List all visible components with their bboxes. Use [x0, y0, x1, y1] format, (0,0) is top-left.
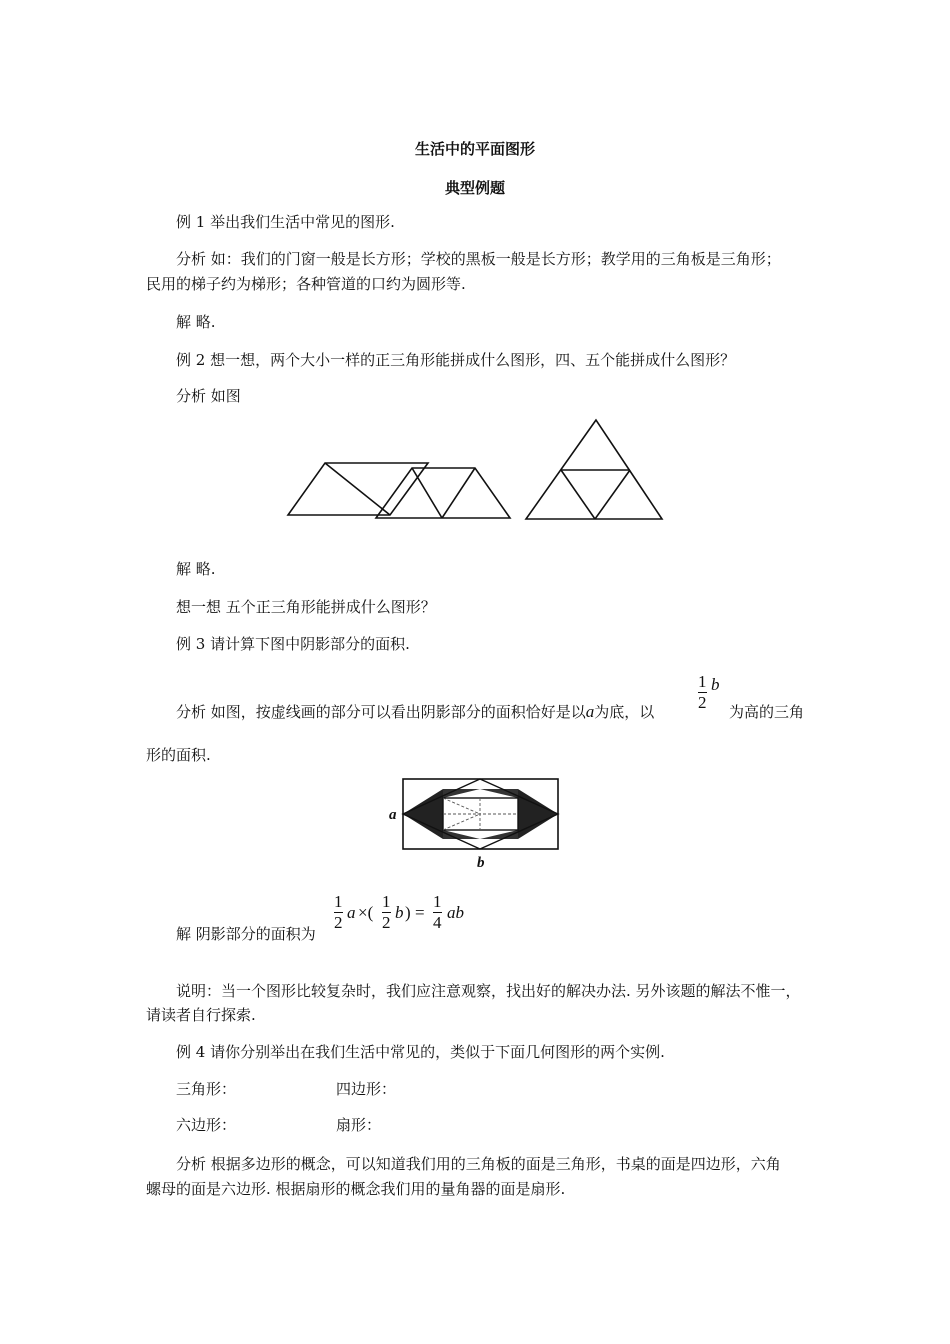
equation-close: )	[405, 903, 411, 922]
example-3-note-line2: 请读者自行探索.	[146, 1006, 256, 1024]
fraction-numerator: 1	[433, 892, 442, 911]
equation-var-a: a	[347, 903, 356, 922]
fraction-denominator: 2	[382, 913, 391, 932]
variable-a: a	[585, 702, 595, 721]
shaded-region-left	[403, 789, 443, 839]
fraction-half-1	[334, 893, 343, 932]
fraction-half-2	[382, 893, 391, 932]
example-2-question: 例 2 想一想，两个大小一样的正三角形能拼成什么图形，四、五个能拼成什么图形？	[176, 351, 736, 369]
label-triangle: 三角形：	[176, 1080, 237, 1098]
label-b: b	[477, 855, 485, 871]
rhombus-diagonal	[325, 463, 390, 515]
label-quadrilateral: 四边形：	[336, 1080, 397, 1098]
fraction-denominator: 2	[334, 913, 343, 932]
fraction-denominator: 4	[433, 913, 442, 932]
example-4-question: 例 4 请你分别举出在我们生活中常见的，类似于下面几何图形的两个实例.	[176, 1043, 665, 1061]
example-2-solution: 解 略.	[176, 560, 216, 578]
example-3-solution-prefix: 解 阴影部分的面积为	[176, 925, 316, 943]
trapezoid-tile	[376, 468, 510, 518]
example-3-analysis-part3: 为高的三角	[729, 703, 805, 721]
trapezoid-inner-line	[412, 468, 442, 518]
fraction-numerator: 1	[698, 672, 707, 691]
example-4-analysis-line2: 螺母的面是六边形. 根据扇形的概念我们用的量角器的面是扇形.	[146, 1180, 566, 1198]
equation-times-open: ×(	[358, 903, 374, 922]
example-2-think: 想一想 五个正三角形能拼成什么图形？	[176, 598, 436, 616]
analysis-text-part1: 分析 如图，按虚线画的部分可以看出阴影部分的面积恰好是以	[176, 703, 586, 721]
equation-equals: =	[415, 903, 425, 922]
example-1-solution: 解 略.	[176, 313, 216, 331]
shaded-region-right	[518, 789, 558, 839]
example-3-analysis-line2: 形的面积.	[146, 746, 211, 764]
trapezoid-inner-line	[442, 468, 475, 518]
example-3-analysis-line1	[176, 702, 654, 722]
example-1-analysis-line2: 民用的梯子约为梯形；各种管道的口约为圆形等.	[146, 275, 466, 293]
example-2-analysis: 分析 如图	[176, 387, 241, 405]
example-4-analysis-line1: 分析 根据多边形的概念，可以知道我们用的三角板的面是三角形，书桌的面是四边形，六角	[176, 1155, 781, 1173]
shaded-area-figure	[385, 775, 565, 875]
fraction-half	[698, 673, 707, 712]
label-sector: 扇形：	[336, 1116, 382, 1134]
analysis-text-part2: 为底，以	[594, 703, 655, 721]
equation-var-b: b	[395, 903, 404, 922]
section-subtitle: 典型例题	[444, 179, 505, 197]
example-3-note-line1: 说明：当一个图形比较复杂时，我们应注意观察，找出好的解决办法. 另外该题的解法不惟一，	[176, 982, 801, 1000]
fraction-numerator: 1	[334, 892, 343, 911]
label-hexagon: 六边形：	[176, 1116, 237, 1134]
example-3-question: 例 3 请计算下图中阴影部分的面积.	[176, 635, 410, 653]
fraction-denominator: 2	[698, 693, 707, 712]
big-triangle-midline	[561, 470, 595, 519]
fraction-numerator: 1	[382, 892, 391, 911]
big-triangle-midline	[595, 470, 630, 519]
variable-b: b	[711, 675, 720, 694]
equation-ab: ab	[447, 903, 464, 922]
example-1-analysis-line1: 分析 如：我们的门窗一般是长方形；学校的黑板一般是长方形；教学用的三角板是三角形；	[176, 250, 781, 268]
page-title: 生活中的平面图形	[414, 140, 535, 158]
triangle-tilings-figure	[280, 415, 670, 525]
example-1-question: 例 1 举出我们生活中常见的图形.	[176, 213, 395, 231]
label-a: a	[389, 807, 397, 823]
fraction-quarter	[433, 893, 442, 932]
